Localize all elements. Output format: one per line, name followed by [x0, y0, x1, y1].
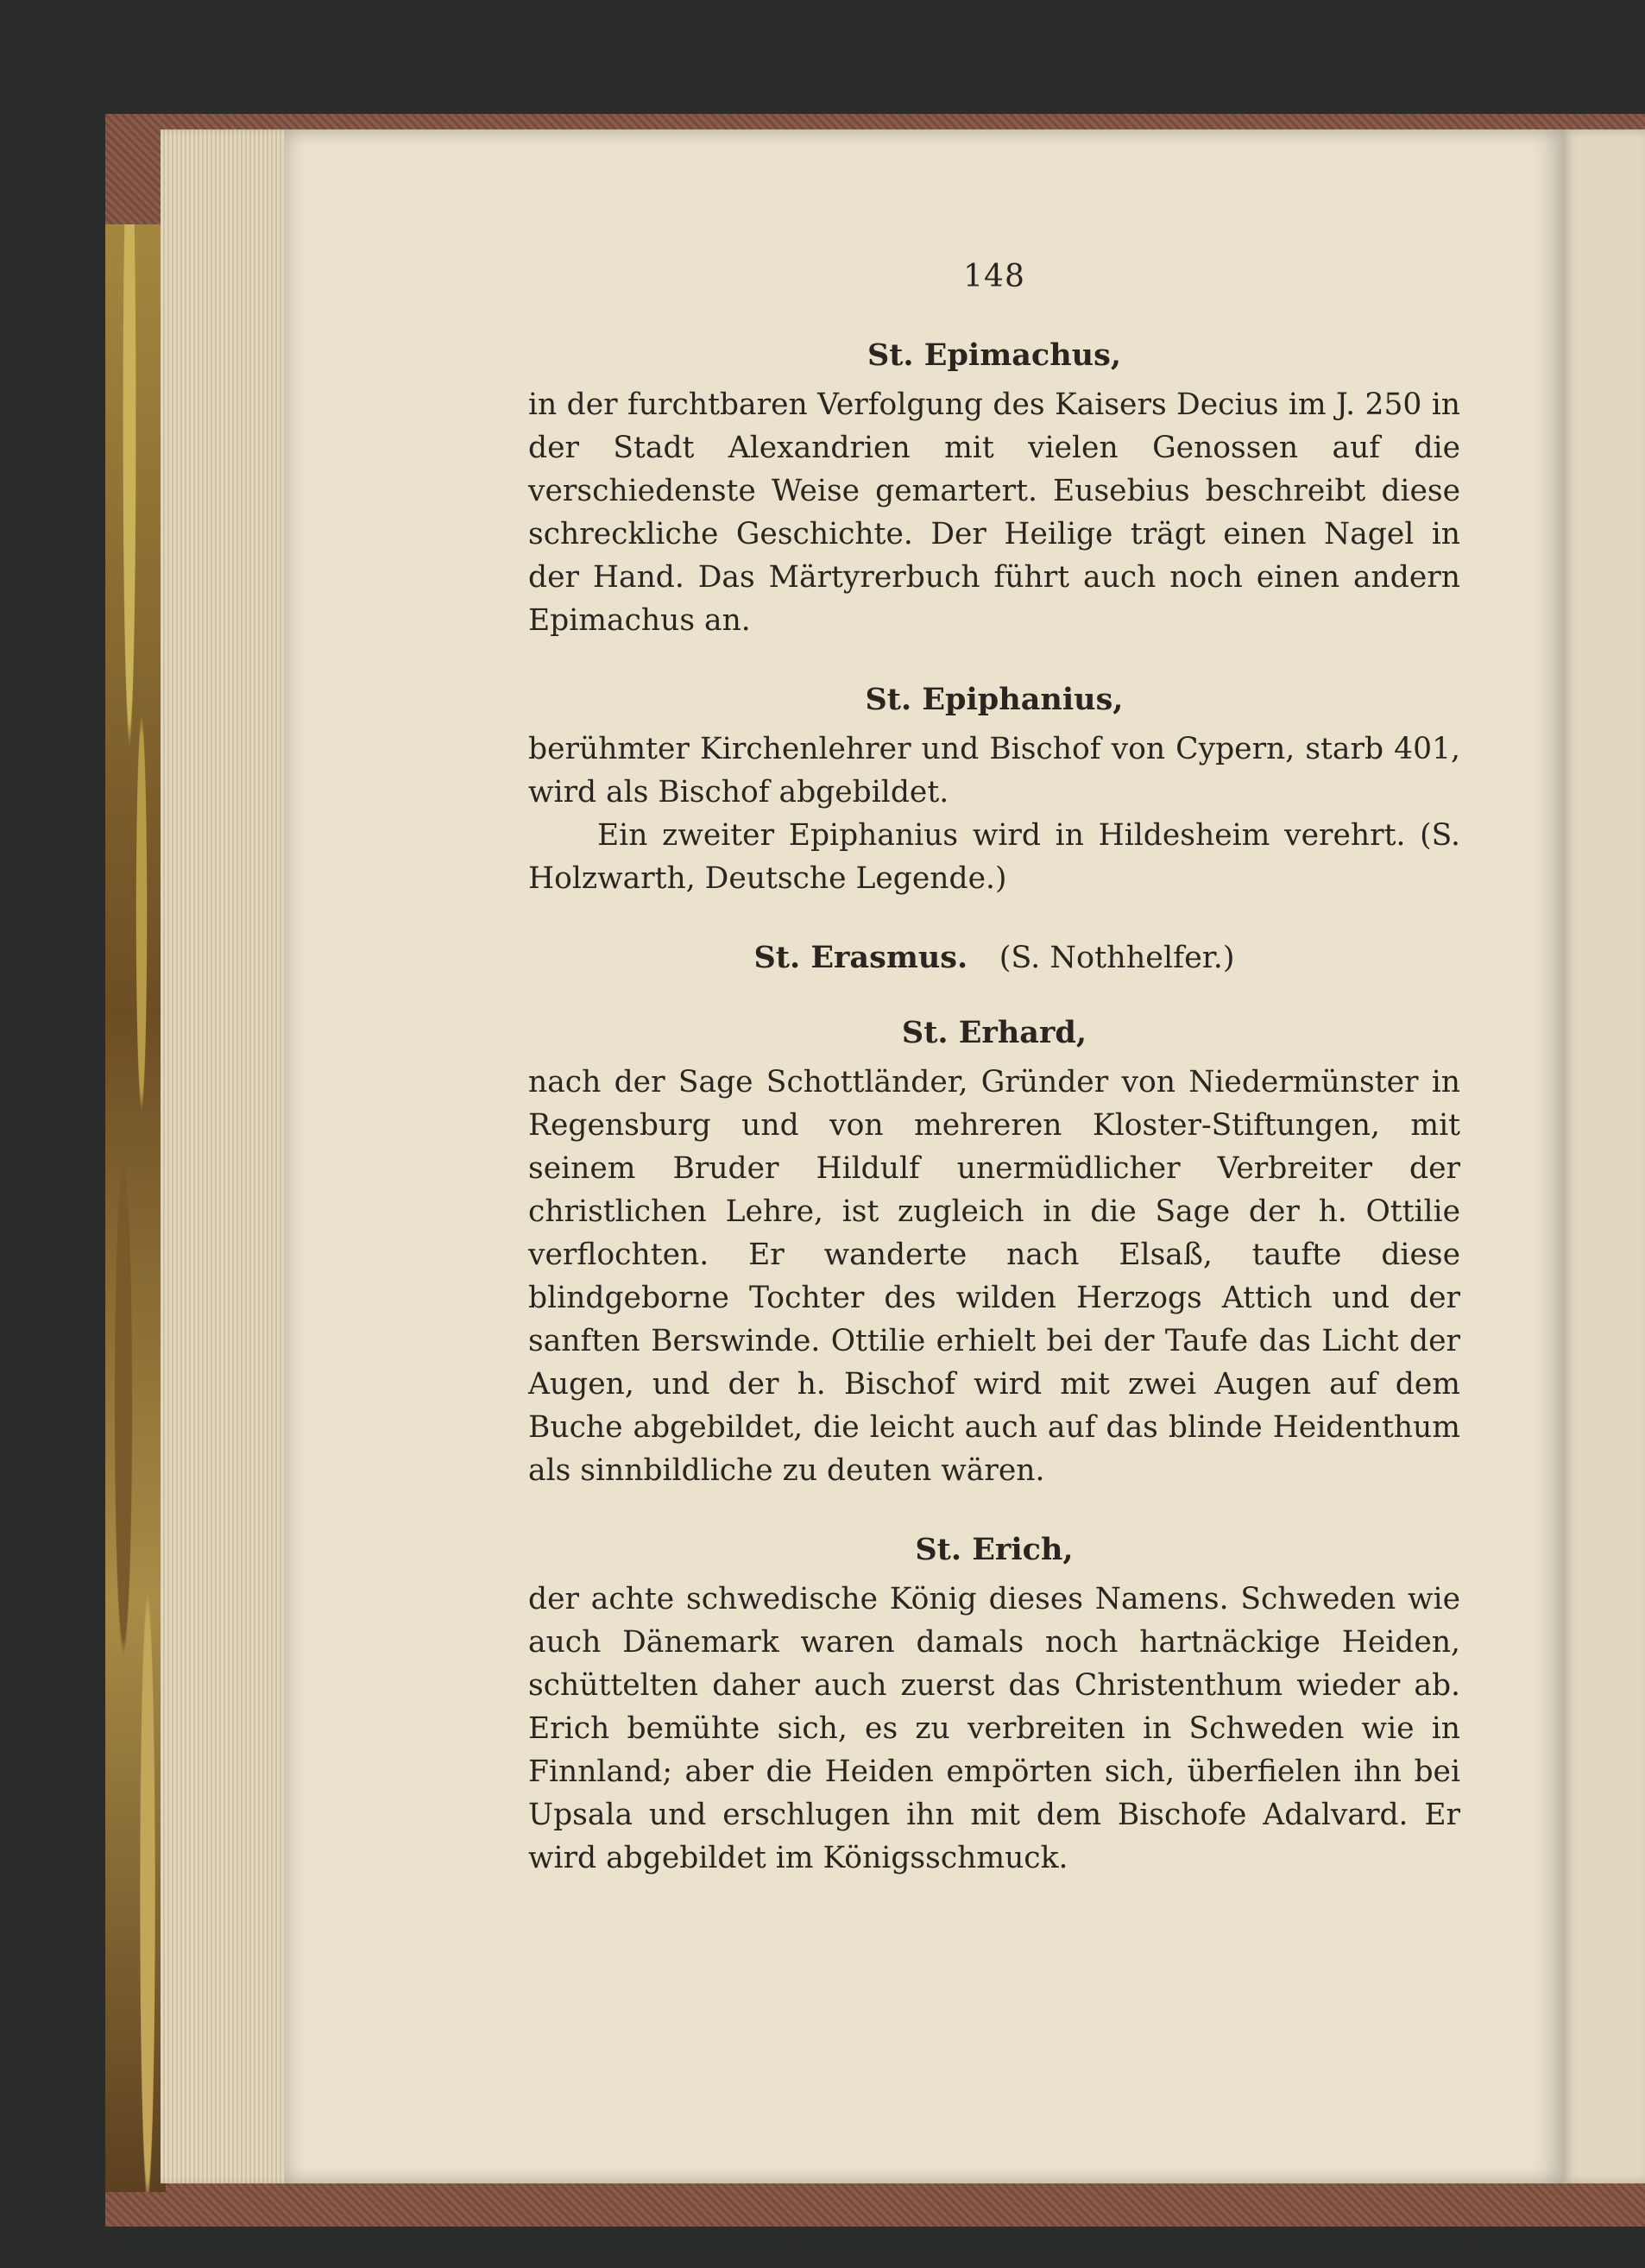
facing-page-edge [1562, 129, 1645, 2183]
entry-paragraph: Ein zweiter Epiphanius wird in Hildesheim verehrt. (S. Holzwarth, Deutsche Legende.) [528, 818, 1460, 896]
entry-title: St. Epimachus, [867, 337, 1122, 373]
entry-erasmus [528, 940, 1460, 975]
entry-title: St. Epiphanius, [865, 682, 1124, 717]
entry-title [528, 940, 1460, 975]
entry-paragraph: in der furchtbaren Verfolgung des Kaisers Decius im J. 250 in der Stadt Alexandrien mit vielen Genossen auf die verschiedenste Weise gemartert. Eusebius beschreibt diese schreckliche Geschichte. Der Heilige trägt einen Nagel in der Hand. Das Märtyrerbuch führt auch noch einen andern Epimachus an. [528, 387, 1460, 638]
entry-paragraph: der achte schwedische König dieses Namens. Schweden wie auch Dänemark waren damals noch hartnäckige Heiden, schüttelten daher auch zuerst das Christenthum wieder ab. Erich bemühte sich, es zu verbreiten in Schweden wie in Finnland; aber die Heiden empörten sich, überfielen ihn bei Upsala und erschlugen ihn mit dem Bischofe Adalvard. Er wird abgebildet im Königsschmuck. [528, 1582, 1460, 1875]
entry-title: St. Erhard, [901, 1015, 1087, 1050]
entry-erich [528, 1532, 1460, 1880]
page-text [528, 259, 1460, 1919]
entry-epiphanius [528, 682, 1460, 900]
entry-paragraph: nach der Sage Schottländer, Gründer von Niedermünster in Regensburg und von mehreren Kloster-Stiftungen, mit seinem Bruder Hildulf unermüdlicher Verbreiter der christlichen Lehre, ist zugleich in die Sage der h. Ottilie verflochten. Er wanderte nach Elsaß, taufte diese blindgeborne Tochter des wilden Herzogs Attich und der sanften Berswinde. Ottilie erhielt bei der Taufe das Licht der Augen, und der h. Bischof wird mit zwei Augen auf dem Buche abgebildet, die leicht auch auf das blinde Heidenthum als sinnbildliche zu deuten wären. [528, 1065, 1460, 1488]
marbled-edge [105, 224, 166, 2192]
entry-epimachus [528, 337, 1460, 642]
entry-title: St. Erich, [915, 1532, 1074, 1567]
cross-reference-note: (S. Nothhelfer.) [999, 941, 1235, 975]
entry-erhard [528, 1015, 1460, 1492]
entry-title-text: St. Erasmus. [753, 940, 968, 975]
page-number: 148 [963, 259, 1025, 294]
page-edges [161, 129, 299, 2183]
entry-paragraph: berühmter Kirchenlehrer und Bischof von Cypern, starb 401, wird als Bischof abgebildet. [528, 732, 1460, 810]
